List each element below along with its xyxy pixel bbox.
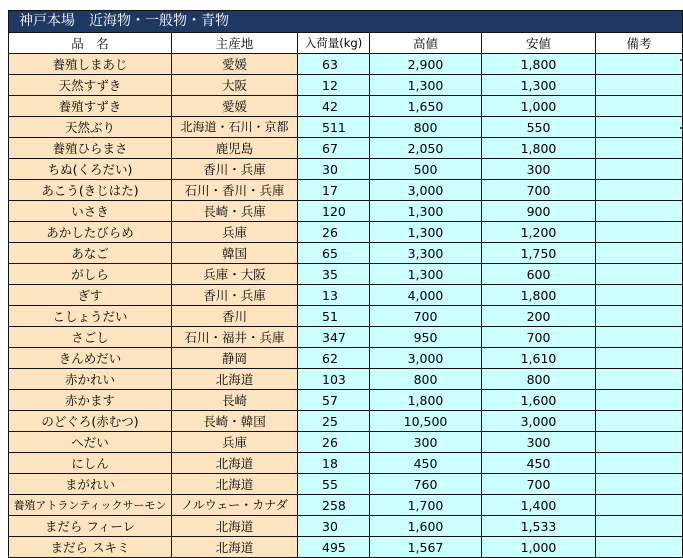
- cell-note: [596, 495, 683, 516]
- cell-name: あなご: [9, 243, 172, 264]
- cell-origin: 愛媛: [172, 54, 298, 75]
- cell-high: 700: [370, 306, 482, 327]
- cell-origin: 香川: [172, 306, 298, 327]
- cell-high: 10,500: [370, 411, 482, 432]
- cell-name: 養殖しまあじ: [9, 54, 172, 75]
- cell-name: まだら スキミ: [9, 537, 172, 558]
- cell-qty: 57: [298, 390, 370, 411]
- cell-qty: 120: [298, 201, 370, 222]
- cell-name: ぎす: [9, 285, 172, 306]
- cell-qty: 42: [298, 96, 370, 117]
- cell-origin: 北海道: [172, 474, 298, 495]
- cell-origin: 北海道: [172, 516, 298, 537]
- table-row: [9, 516, 683, 537]
- cell-origin: 韓国: [172, 243, 298, 264]
- header-qty: 入荷量(kg): [298, 33, 370, 54]
- cell-origin: ノルウェー・カナダ: [172, 495, 298, 516]
- cell-note: [596, 54, 683, 75]
- cell-high: 760: [370, 474, 482, 495]
- cell-name: 赤かます: [9, 390, 172, 411]
- cell-low: 700: [482, 327, 596, 348]
- cell-name: がしら: [9, 264, 172, 285]
- cell-low: 1,533: [482, 516, 596, 537]
- cell-qty: 30: [298, 516, 370, 537]
- cell-low: 1,300: [482, 75, 596, 96]
- cell-high: 800: [370, 117, 482, 138]
- cell-high: 300: [370, 432, 482, 453]
- cell-low: 800: [482, 369, 596, 390]
- cell-qty: 17: [298, 180, 370, 201]
- cell-name: のどぐろ(赤むつ): [9, 411, 172, 432]
- cell-note: [596, 264, 683, 285]
- table-row: [9, 180, 683, 201]
- cell-qty: 65: [298, 243, 370, 264]
- table-row: [9, 75, 683, 96]
- cell-name: 養殖すずき: [9, 96, 172, 117]
- cell-low: 700: [482, 180, 596, 201]
- cell-low: 1,600: [482, 390, 596, 411]
- cell-high: 1,600: [370, 516, 482, 537]
- cell-high: 1,300: [370, 264, 482, 285]
- cell-note: [596, 432, 683, 453]
- cell-name: あかしたびらめ: [9, 222, 172, 243]
- cell-low: 3,000: [482, 411, 596, 432]
- cell-note: [596, 348, 683, 369]
- cell-qty: 103: [298, 369, 370, 390]
- cell-qty: 18: [298, 453, 370, 474]
- cell-note: [596, 138, 683, 159]
- cell-high: 1,650: [370, 96, 482, 117]
- cell-high: 3,300: [370, 243, 482, 264]
- header-name: 品 名: [9, 33, 172, 54]
- table-row: [9, 96, 683, 117]
- cell-low: 900: [482, 201, 596, 222]
- cell-low: 1,000: [482, 537, 596, 558]
- cell-note: [596, 96, 683, 117]
- cell-low: 1,610: [482, 348, 596, 369]
- cell-origin: 兵庫: [172, 432, 298, 453]
- cell-high: 2,050: [370, 138, 482, 159]
- header-row: [9, 33, 683, 54]
- table-row: [9, 159, 683, 180]
- table-row: [9, 537, 683, 558]
- cell-name: まがれい: [9, 474, 172, 495]
- header-origin: 主産地: [172, 33, 298, 54]
- cell-low: 1,800: [482, 285, 596, 306]
- cell-origin: 鹿児島: [172, 138, 298, 159]
- cell-note: [596, 243, 683, 264]
- cell-high: 1,700: [370, 495, 482, 516]
- cell-high: 3,000: [370, 348, 482, 369]
- table-row: [9, 327, 683, 348]
- table-row: [9, 306, 683, 327]
- cell-name: あこう(きじはた): [9, 180, 172, 201]
- cell-note: [596, 516, 683, 537]
- cell-name: ちぬ(くろだい): [9, 159, 172, 180]
- cell-note: [596, 222, 683, 243]
- cell-qty: 25: [298, 411, 370, 432]
- cell-qty: 55: [298, 474, 370, 495]
- cell-origin: 石川・香川・兵庫: [172, 180, 298, 201]
- cell-name: まだら フィーレ: [9, 516, 172, 537]
- cell-low: 450: [482, 453, 596, 474]
- cell-origin: 北海道: [172, 537, 298, 558]
- cell-origin: 北海道: [172, 453, 298, 474]
- cell-note: [596, 537, 683, 558]
- cell-low: 600: [482, 264, 596, 285]
- table-row: [9, 432, 683, 453]
- market-price-table: [8, 10, 683, 558]
- cell-high: 800: [370, 369, 482, 390]
- table-row: [9, 495, 683, 516]
- cell-qty: 62: [298, 348, 370, 369]
- cell-high: 2,900: [370, 54, 482, 75]
- cell-low: 1,200: [482, 222, 596, 243]
- cell-origin: 香川・兵庫: [172, 159, 298, 180]
- cell-low: 200: [482, 306, 596, 327]
- cell-origin: 長崎・兵庫: [172, 201, 298, 222]
- cell-name: 天然ぶり: [9, 117, 172, 138]
- cell-qty: 347: [298, 327, 370, 348]
- cell-name: 養殖ひらまさ: [9, 138, 172, 159]
- cell-high: 1,300: [370, 201, 482, 222]
- cell-qty: 35: [298, 264, 370, 285]
- table-row: [9, 264, 683, 285]
- cell-high: 4,000: [370, 285, 482, 306]
- cell-name: こしょうだい: [9, 306, 172, 327]
- cell-low: 300: [482, 159, 596, 180]
- cell-origin: 北海道・石川・京都: [172, 117, 298, 138]
- header-high: 高値: [370, 33, 482, 54]
- table-row: [9, 138, 683, 159]
- cell-qty: 63: [298, 54, 370, 75]
- cell-name: 養殖アトランティックサーモン: [9, 495, 172, 516]
- cell-origin: 大阪: [172, 75, 298, 96]
- cell-note: [596, 201, 683, 222]
- cell-origin: 石川・福井・兵庫: [172, 327, 298, 348]
- cell-note: [596, 474, 683, 495]
- table-row: [9, 54, 683, 75]
- cell-origin: 長崎・韓国: [172, 411, 298, 432]
- cell-note: [596, 285, 683, 306]
- cell-low: 1,800: [482, 54, 596, 75]
- cell-high: 1,567: [370, 537, 482, 558]
- title-row: [9, 11, 683, 33]
- table-row: [9, 390, 683, 411]
- cell-note: [596, 75, 683, 96]
- cell-high: 450: [370, 453, 482, 474]
- cell-high: 1,300: [370, 75, 482, 96]
- cell-qty: 26: [298, 432, 370, 453]
- edge-tick-mark: [680, 59, 682, 61]
- cell-note: [596, 411, 683, 432]
- cell-qty: 30: [298, 159, 370, 180]
- table-row: [9, 222, 683, 243]
- table-row: [9, 411, 683, 432]
- header-note: 備考: [596, 33, 683, 54]
- edge-tick-mark: [680, 127, 682, 129]
- cell-note: [596, 453, 683, 474]
- table-row: [9, 474, 683, 495]
- cell-origin: 静岡: [172, 348, 298, 369]
- cell-qty: 12: [298, 75, 370, 96]
- cell-qty: 67: [298, 138, 370, 159]
- cell-note: [596, 390, 683, 411]
- cell-qty: 13: [298, 285, 370, 306]
- cell-qty: 26: [298, 222, 370, 243]
- cell-origin: 兵庫・大阪: [172, 264, 298, 285]
- cell-qty: 51: [298, 306, 370, 327]
- cell-note: [596, 117, 683, 138]
- table-row: [9, 285, 683, 306]
- cell-qty: 258: [298, 495, 370, 516]
- cell-high: 1,800: [370, 390, 482, 411]
- cell-low: 1,000: [482, 96, 596, 117]
- cell-name: 天然すずき: [9, 75, 172, 96]
- cell-low: 700: [482, 474, 596, 495]
- cell-high: 1,300: [370, 222, 482, 243]
- cell-origin: 愛媛: [172, 96, 298, 117]
- cell-qty: 495: [298, 537, 370, 558]
- cell-origin: 兵庫: [172, 222, 298, 243]
- cell-name: へだい: [9, 432, 172, 453]
- cell-origin: 長崎: [172, 390, 298, 411]
- cell-high: 3,000: [370, 180, 482, 201]
- cell-qty: 511: [298, 117, 370, 138]
- table-row: [9, 243, 683, 264]
- cell-name: にしん: [9, 453, 172, 474]
- table-row: [9, 369, 683, 390]
- cell-name: 赤かれい: [9, 369, 172, 390]
- cell-low: 1,400: [482, 495, 596, 516]
- cell-note: [596, 327, 683, 348]
- cell-name: きんめだい: [9, 348, 172, 369]
- cell-note: [596, 180, 683, 201]
- cell-note: [596, 306, 683, 327]
- cell-origin: 香川・兵庫: [172, 285, 298, 306]
- cell-low: 300: [482, 432, 596, 453]
- cell-low: 1,800: [482, 138, 596, 159]
- table-row: [9, 117, 683, 138]
- cell-name: さごし: [9, 327, 172, 348]
- cell-note: [596, 159, 683, 180]
- cell-high: 500: [370, 159, 482, 180]
- table-row: [9, 201, 683, 222]
- sheet-title: 神戸本場 近海物・一般物・青物: [9, 11, 683, 33]
- cell-high: 950: [370, 327, 482, 348]
- header-low: 安値: [482, 33, 596, 54]
- cell-name: いさき: [9, 201, 172, 222]
- cell-low: 550: [482, 117, 596, 138]
- table-row: [9, 348, 683, 369]
- cell-origin: 北海道: [172, 369, 298, 390]
- cell-note: [596, 369, 683, 390]
- table-row: [9, 453, 683, 474]
- cell-low: 1,750: [482, 243, 596, 264]
